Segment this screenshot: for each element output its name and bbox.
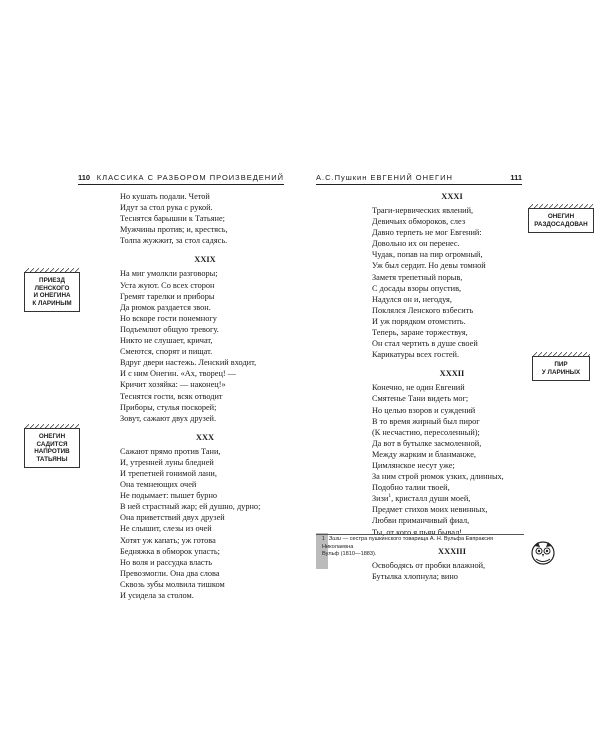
side-label-line: У ЛАРИНЫХ (541, 368, 581, 376)
verse-line: Вдруг двери настежь. Ленский входит, (120, 358, 257, 368)
verse-line: Смеются, спорят и пищат. (120, 347, 213, 357)
verse-line: Надулся он и, негодуя, (372, 294, 452, 304)
verse-line: Чудак, попав на пир огромный, (372, 250, 483, 260)
verse-line: Но вскоре гости понемногу (120, 313, 217, 323)
verse-line: Цимлянское несут уже; (372, 460, 455, 470)
verse-line: И с ним Онегин. «Ах, творец! — (120, 369, 237, 379)
verse-line: Он стал чертить в душе своей (372, 339, 478, 349)
side-label-line: ОНЕГИН (38, 433, 66, 440)
side-label-line: И ОНЕГИНА (33, 292, 71, 300)
verse-line: В ней страстный жар; ей душно, дурно; (120, 502, 261, 512)
verse-line: Не слышит, слезы из очей (120, 524, 212, 534)
side-label-line: К ЛАРИНЫМ (32, 299, 72, 307)
verse-line: Уста жуют. Со всех сторон (120, 280, 215, 290)
verse-line: Смятенье Тани видеть мог; (372, 394, 469, 404)
side-label-annoyed (528, 208, 594, 233)
footnote-reference[interactable]: 1 (388, 493, 392, 500)
verse-line: Предмет стихов моих невинных, (372, 505, 488, 515)
side-label-line: ЛЕНСКОГО (34, 284, 70, 292)
verse-line: Траги-нервических явлений, (372, 206, 474, 215)
verse-line: Теснятся барышни к Татьяне; (120, 214, 225, 224)
stanza-xxix-verse (120, 268, 290, 423)
side-label-line: ТАТЬЯНЫ (36, 455, 68, 463)
left-page-number: 110 (78, 173, 91, 182)
verse-line: Подобно талии твоей, (372, 483, 450, 493)
verse-line: С досады взоры опустив, (372, 283, 462, 293)
footnote-text-2: Вульф (1810—1883). (322, 551, 377, 557)
verse-line: Уж был сердит. Но девы томной (372, 261, 486, 271)
side-label-line: САДИТСЯ (36, 440, 68, 448)
verse-line: В то время жирный был пирог (372, 416, 480, 426)
stanza-heading-xxxiii: XXXIII (438, 546, 466, 556)
side-label-seated (24, 428, 80, 468)
verse-line: Да рюмок раздается звон. (120, 302, 211, 312)
verse-line: За ним строй рюмок узких, длинных, (372, 472, 504, 482)
verse-line: Сквозь зубы молвила тишком (120, 579, 225, 589)
verse-line: Она приветствий двух друзей (120, 513, 225, 523)
verse-line: Карикатуры всех гостей. (372, 350, 460, 360)
verse-line: Хотят уж капать; уж готова (120, 535, 216, 545)
verse-line: И, утренней луны бледней (120, 457, 214, 467)
verse-line-with-footnote (372, 493, 532, 504)
verse-line: Толпа жужжит, за стол садясь. (120, 236, 228, 246)
footnote-marker: 1 (322, 536, 325, 542)
verse-line: Любви приманчивый фиал, (372, 516, 470, 526)
footnote-rule (316, 534, 524, 535)
verse-line: Кричит хозяйка: — наконец!» (120, 380, 226, 390)
verse-line: Гремят тарелки и приборы (120, 291, 215, 301)
verse-line: Девичьих обмороков, слез (372, 217, 466, 227)
verse-line: Зовут, сажают двух друзей. (120, 413, 217, 423)
stanza-heading-xxix: XXIX (194, 255, 216, 265)
verse-line: Но кушать подали. Четой (120, 192, 210, 201)
verse-line: Бедняжка в обморок упасть; (120, 546, 220, 556)
verse-line: Теснятся гости, всяк отводит (120, 391, 223, 401)
verse-text: Зизи (372, 494, 389, 504)
right-column-text (372, 191, 532, 582)
verse-line: Конечно, не один Евгений (372, 383, 465, 393)
side-label-line: ПРИЕЗД (39, 277, 65, 284)
verse-line: Она темнеющих очей (120, 480, 197, 490)
verse-line: Но воля и рассудка власть (120, 557, 212, 567)
side-label-line: НАПРОТИВ (34, 448, 70, 456)
verse-line: Заметя трепетный порыв, (372, 272, 463, 282)
verse-line: Мужчины против; и, крестясь, (120, 225, 228, 235)
verse-line: И усидела за столом. (120, 591, 194, 600)
verse-line: Но целью взоров и суждений (372, 405, 476, 415)
verse-line: Никто не слушает, кричат, (120, 336, 213, 346)
footnote-text: — сестра пушкинского товарища А. Н. Вульфа Евпраксия Николаевна (322, 536, 494, 550)
stanza-heading-xxxii: XXXII (439, 369, 465, 379)
left-page-header (78, 172, 284, 185)
verse-line: Теперь, заране торжествуя, (372, 328, 468, 338)
right-page-header (316, 172, 522, 185)
verse-line: Между жарким и бланманже, (372, 449, 476, 459)
left-running-title: КЛАССИКА С РАЗБОРОМ ПРОИЗВЕДЕНИЙ (96, 173, 284, 182)
footnote (322, 536, 522, 559)
left-column-text (120, 191, 290, 601)
verse-line: Не подымает: пышет бурно (120, 491, 218, 501)
verse-line: Давно терпеть не мог Евгений: (372, 228, 482, 238)
verse-line: Ты, от кого я пьян бывал! (372, 527, 463, 537)
verse-line: Сажают прямо против Тани, (120, 446, 221, 456)
right-running-title: А.С.Пушкин ЕВГЕНИЙ ОНЕГИН (316, 173, 453, 182)
stanza-xxxiii-verse (372, 560, 532, 582)
side-label-feast (532, 356, 590, 381)
owl-emblem-icon (528, 538, 558, 566)
stanza-xxxi-verse (372, 205, 532, 360)
verse-text: , кристалл души моей, (391, 494, 471, 504)
verse-line: Бутылка хлопнула; вино (372, 571, 458, 581)
stanza-xxx-verse (120, 446, 290, 601)
verse-line: Довольно их он перенес. (372, 239, 460, 249)
verse-line: Превозмогли. Она два слова (120, 568, 220, 578)
side-label-line: ПИР (554, 361, 568, 368)
verse-line: Подъемлют общую тревогу. (120, 324, 219, 334)
verse-line: Приборы, стулья поскорей; (120, 402, 217, 412)
verse-line: На миг умолкли разговоры; (120, 269, 218, 279)
verse-line: Да вот в бутылке засмоленной, (372, 438, 482, 448)
right-page-number: 111 (510, 173, 522, 182)
verse-line: И уж порядком отомстить. (372, 316, 466, 326)
stanza-xxxii-verse (372, 382, 532, 493)
verse-line: И трепетней гонимой лани, (120, 468, 217, 478)
side-label-line: ОНЕГИН (547, 213, 575, 220)
footnote-term: Зизи (328, 536, 342, 542)
side-label-line: РАЗДОСАДОВАН (534, 220, 588, 228)
verse-line: Поклялся Ленского взбесить (372, 305, 474, 315)
verse-line: Освободясь от пробки влажной, (372, 560, 486, 570)
stanza-heading-xxx: XXX (195, 432, 215, 442)
intro-verse (120, 191, 290, 246)
side-label-arrival (24, 272, 80, 312)
stanza-heading-xxxi: XXXI (441, 192, 463, 201)
verse-line: Идут за стол рука с рукой. (120, 203, 213, 213)
verse-line: (К несчастию, пересоленный); (372, 427, 480, 437)
stanza-xxxii-verse-end (372, 504, 532, 537)
